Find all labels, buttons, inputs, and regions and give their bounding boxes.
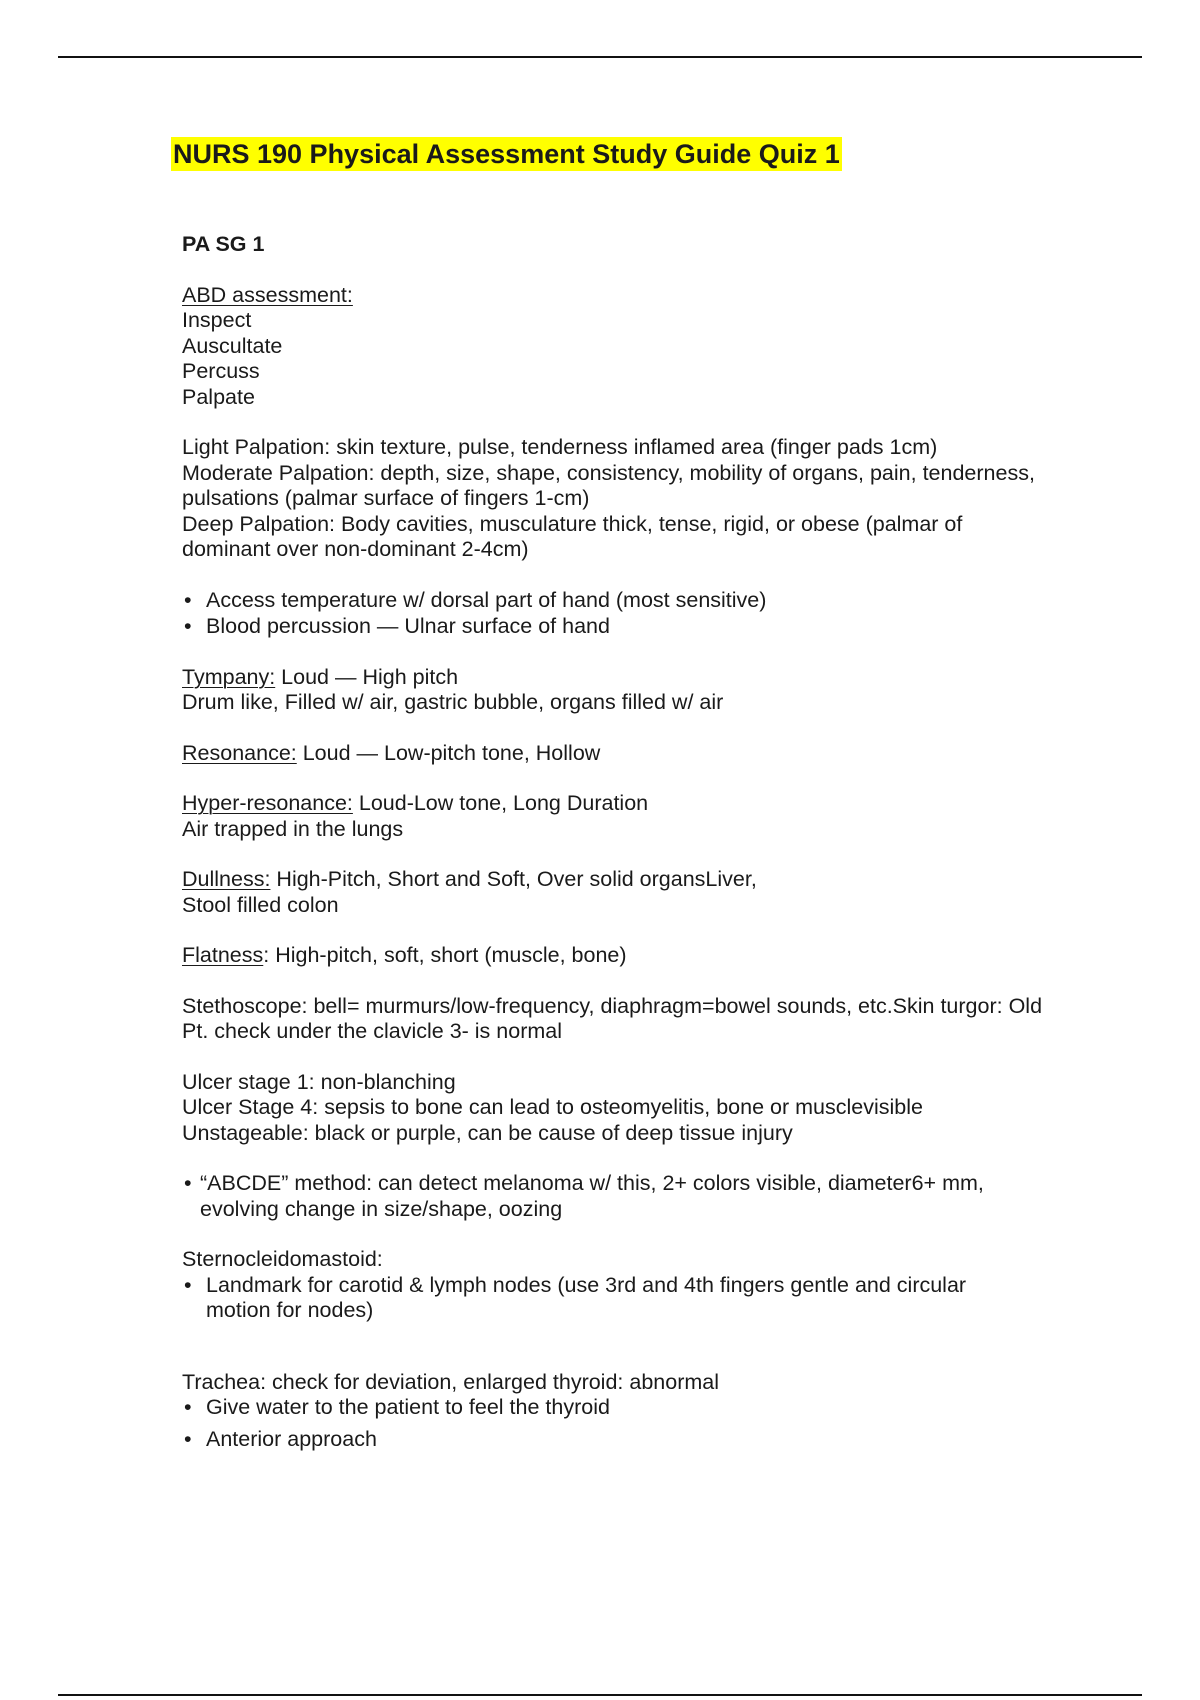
bottom-rule [58,1694,1142,1696]
light-palpation: Light Palpation: skin texture, pulse, tenderness inflamed area (finger pads 1cm) [182,435,938,459]
tympany-detail: Drum like, Filled w/ air, gastric bubble, organs filled w/ air [182,690,724,714]
list-item: • “ABCDE” method: can detect melanoma w/ this, 2+ colors visible, diameter6+ mm, evolving change in size/shape, oozing [182,1171,1040,1222]
sternocleidomastoid-heading: Sternocleidomastoid: [182,1247,383,1271]
list-item: • Anterior approach [182,1427,1062,1453]
list-item: • Access temperature w/ dorsal part of hand (most sensitive) [182,588,1062,614]
flatness-term: Flatness [182,943,264,967]
hand-bullet-list [182,588,1062,640]
trachea-list [182,1395,1062,1452]
document-title: NURS 190 Physical Assessment Study Guide Quiz 1 [173,139,840,169]
hyper-resonance-line [182,791,1062,817]
abcde-list [182,1171,1062,1222]
hyper-resonance-detail: Air trapped in the lungs [182,816,404,841]
abd-step: Palpate [182,384,255,409]
section-heading: PA SG 1 [182,232,265,256]
dullness-term: Dullness: [182,867,271,891]
trachea-heading: Trachea: check for deviation, enlarged thyroid: abnormal [182,1369,719,1394]
deep-palpation: Deep Palpation: Body cavities, musculature thick, tense, rigid, or obese (palmar of dominant over non-dominant 2-4cm) [182,511,963,561]
ulcer-stage-4: Ulcer Stage 4: sepsis to bone can lead to osteomyelitis, bone or musclevisible [182,1095,923,1119]
tympany-desc: Loud — High pitch [275,664,459,689]
resonance-line [182,741,1062,767]
tympany-term: Tympany: [182,664,276,689]
dullness-detail: Stool filled colon [182,892,339,917]
abd-heading: ABD assessment: [182,282,353,307]
tympany-line [182,665,1062,691]
stethoscope-text: Stethoscope: bell= murmurs/low-frequency, diaphragm=bowel sounds, etc.Skin turgor: Old Pt. check under the clavicle 3- is normal [182,993,1043,1043]
hyper-resonance-term: Hyper-resonance: [182,791,353,815]
abd-step: Inspect [182,308,252,332]
ulcer-unstageable: Unstageable: black or purple, can be cause of deep tissue injury [182,1120,793,1145]
dullness-desc: High-Pitch, Short and Soft, Over solid organsLiver, [270,867,757,891]
top-rule [58,56,1142,58]
moderate-palpation: Moderate Palpation: depth, size, shape, consistency, mobility of organs, pain, tenderness, pulsations (palmar surface of fingers 1-cm) [182,460,1035,510]
sternocleidomastoid-list [182,1273,1062,1324]
hyper-resonance-desc: Loud-Low tone, Long Duration [352,791,649,815]
resonance-desc: Loud — Low-pitch tone, Hollow [296,740,601,765]
document-body [182,232,1062,1452]
resonance-term: Resonance: [182,740,297,765]
flatness-desc: : High-pitch, soft, short (muscle, bone) [263,943,627,967]
ulcer-stage-1: Ulcer stage 1: non-blanching [182,1069,456,1094]
abd-step: Percuss [182,359,260,383]
dullness-line [182,867,1062,893]
list-item: • Landmark for carotid & lymph nodes (use 3rd and 4th fingers gentle and circular motion for nodes) [182,1273,1006,1324]
abd-step: Auscultate [182,333,283,358]
flatness-line [182,943,1062,969]
list-item: • Blood percussion — Ulnar surface of hand [182,614,1062,640]
list-item: • Give water to the patient to feel the thyroid [182,1395,1062,1421]
